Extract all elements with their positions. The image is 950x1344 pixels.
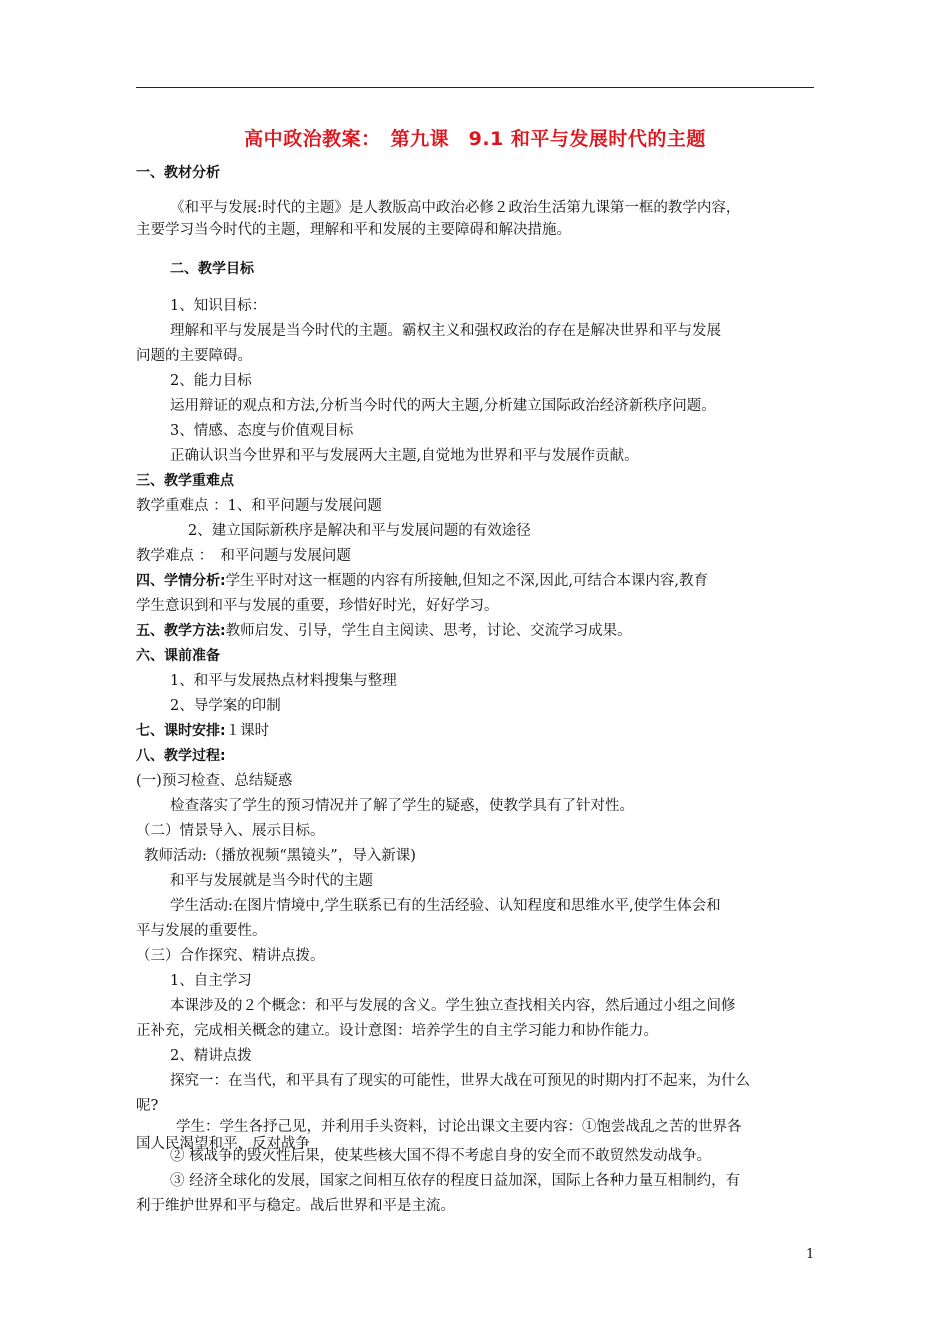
paragraph-line: 学生意识到和平与发展的重要，珍惜好时光，好好学习。 bbox=[136, 598, 499, 614]
heading-preparation: 六、课前准备 bbox=[136, 648, 220, 664]
heading-textbook-analysis: 一、教材分析 bbox=[136, 165, 220, 181]
paragraph-line: 理解和平与发展是当今时代的主题。霸权主义和强权政治的存在是解决世界和平与发展 bbox=[170, 323, 721, 339]
heading-teaching-goals: 二、教学目标 bbox=[170, 261, 254, 277]
heading-teaching-method: 五、教学方法: bbox=[136, 623, 226, 639]
paragraph-line: 教学难点 ： 和平问题与发展问题 bbox=[136, 548, 351, 564]
paragraph-line: 1、知识目标： bbox=[170, 298, 267, 314]
paragraph-line: 正补充，完成相关概念的建立。设计意图：培养学生的自主学习能力和协作能力。 bbox=[136, 1023, 658, 1039]
paragraph-line: 1、和平与发展热点材料搜集与整理 bbox=[170, 673, 397, 689]
paragraph-line: 呢? bbox=[136, 1098, 159, 1114]
paragraph-line: 运用辩证的观点和方法,分析当今时代的两大主题,分析建立国际政治经济新秩序问题。 bbox=[170, 398, 716, 414]
paragraph-line: ② 核战争的毁灭性后果，使某些核大国不得不考虑自身的安全而不敢贸然发动战争。 bbox=[170, 1148, 712, 1164]
paragraph-line: 问题的主要障碍。 bbox=[136, 348, 252, 364]
paragraph-line: 1、自主学习 bbox=[170, 973, 252, 989]
paragraph-line: 正确认识当今世界和平与发展两大主题,自觉地为世界和平与发展作贡献。 bbox=[170, 448, 639, 464]
paragraph-line: ③ 经济全球化的发展，国家之间相互依存的程度日益加深，国际上各种力量互相制约，有 bbox=[170, 1173, 741, 1189]
paragraph-line: 2、建立国际新秩序是解决和平与发展问题的有效途径 bbox=[188, 523, 531, 539]
header-rule bbox=[136, 87, 814, 88]
heading-key-difficulties: 三、教学重难点 bbox=[136, 473, 234, 489]
paragraph-line: 国人民渴望和平，反对战争 bbox=[136, 1136, 310, 1152]
paragraph-line: 2、导学案的印制 bbox=[170, 698, 281, 714]
paragraph-line: 利于维护世界和平与稳定。战后世界和平是主流。 bbox=[136, 1198, 455, 1214]
heading-teaching-process: 八、教学过程: bbox=[136, 748, 226, 764]
learner-analysis-line: 四、学情分析:学生平时对这一框题的内容有所接触,但知之不深,因此,可结合本课内容,教育 bbox=[136, 573, 709, 589]
paragraph-line: 平与发展的重要性。 bbox=[136, 923, 267, 939]
paragraph-line: 本课涉及的２个概念：和平与发展的含义。学生独立查找相关内容，然后通过小组之间修 bbox=[170, 998, 736, 1014]
paragraph-line: 2、精讲点拨 bbox=[170, 1048, 252, 1064]
paragraph-line: 教学重难点 ：1、和平问题与发展问题 bbox=[136, 498, 382, 514]
heading-schedule: 七、课时安排: bbox=[136, 723, 226, 739]
paragraph-line: 检查落实了学生的预习情况并了解了学生的疑惑，使教学具有了针对性。 bbox=[170, 798, 634, 814]
paragraph-line: 教师活动:（播放视频“黑镜头”，导入新课) bbox=[144, 848, 416, 864]
document-title: 高中政治教案： 第九课 9.1 和平与发展时代的主题 bbox=[244, 128, 706, 150]
paragraph-line: (一)预习检查、总结疑惑 bbox=[136, 773, 293, 789]
heading-learner-analysis: 四、学情分析: bbox=[136, 573, 226, 589]
paragraph-line: 和平与发展就是当今时代的主题 bbox=[170, 873, 373, 889]
paragraph-line: 3、情感、态度与价值观目标 bbox=[170, 423, 354, 439]
schedule-line: 七、课时安排:１课时 bbox=[136, 723, 270, 739]
paragraph-line: 《和平与发展:时代的主题》是人教版高中政治必修２政治生活第九课第一框的教学内容， bbox=[170, 200, 741, 216]
paragraph-line: 探究一：在当代，和平具有了现实的可能性，世界大战在可预见的时期内打不起来，为什么 bbox=[170, 1073, 750, 1089]
paragraph-line: 2、能力目标 bbox=[170, 373, 252, 389]
paragraph-line: （三）合作探究、精讲点拨。 bbox=[136, 948, 325, 964]
teaching-method-line: 五、教学方法:教师启发、引导，学生自主阅读、思考，讨论、交流学习成果。 bbox=[136, 623, 632, 639]
paragraph-line: （二）情景导入、展示目标。 bbox=[136, 823, 325, 839]
page-number: 1 bbox=[806, 1247, 815, 1262]
paragraph-line: 学生：学生各抒己见，并利用手头资料，讨论出课文主要内容：①饱尝战乱之苦的世界各 bbox=[176, 1119, 742, 1135]
paragraph-line: 学生活动:在图片情境中,学生联系已有的生活经验、认知程度和思维水平,使学生体会和 bbox=[170, 898, 721, 914]
paragraph-line: 主要学习当今时代的主题，理解和平和发展的主要障碍和解决措施。 bbox=[136, 222, 571, 238]
